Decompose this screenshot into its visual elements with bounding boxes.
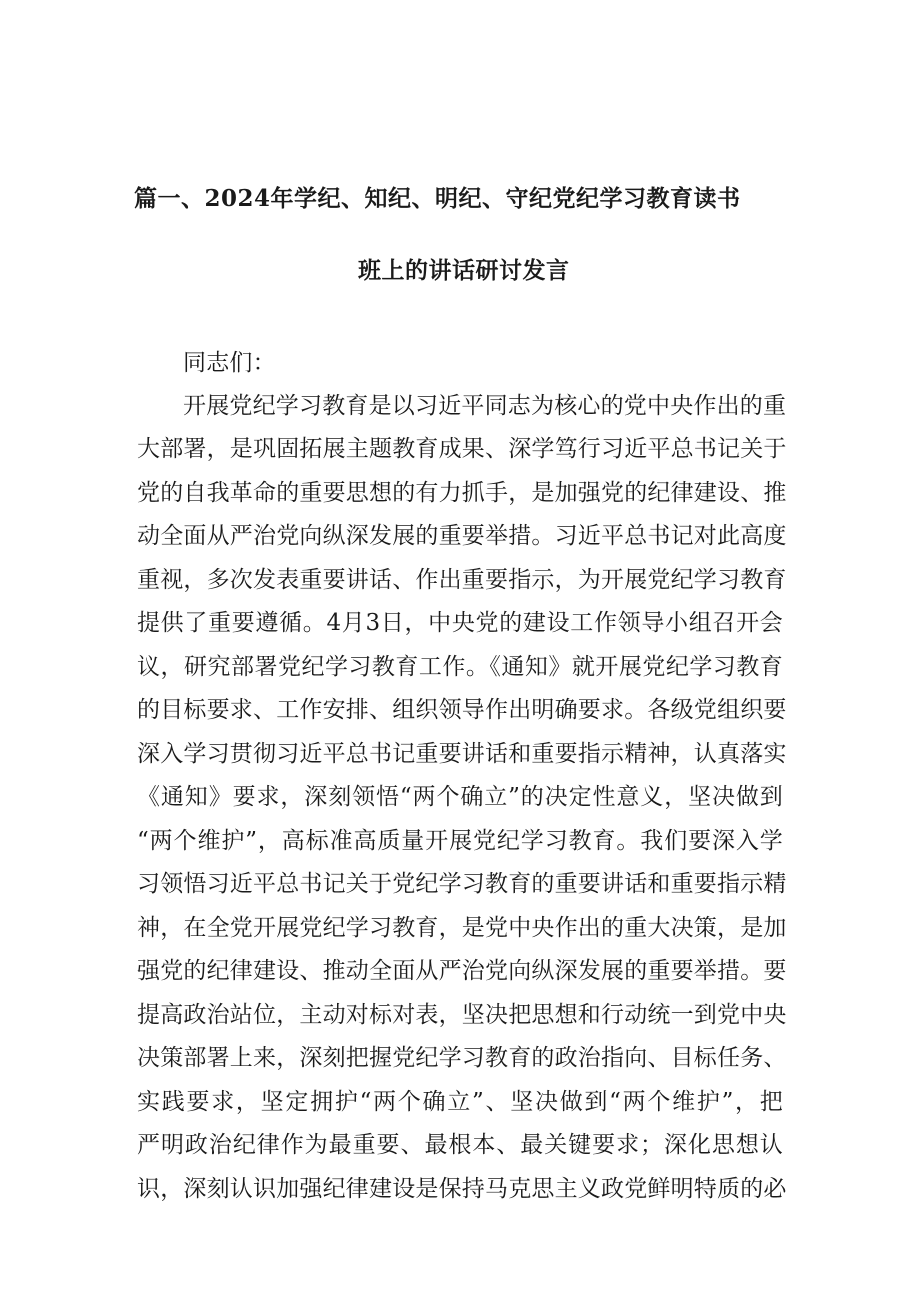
body-line: 的目标要求、工作安排、组织领导作出明确要求。各级党组织要 [137,697,787,723]
body-line: 决策部署上来，深刻把握党纪学习教育的政治指向、目标任务、 [137,1045,787,1071]
body-line: 动全面从严治党向纵深发展的重要举措。习近平总书记对此高度 [137,523,787,549]
body-line: 党的自我革命的重要思想的有力抓手，是加强党的纪律建设、推 [137,480,787,506]
body-line: 提高政治站位，主动对标对表，坚决把思想和行动统一到党中央 [137,1002,787,1028]
body-line: 大部署，是巩固拓展主题教育成果、深学笃行习近平总书记关于 [137,436,787,462]
body-line: 议，研究部署党纪学习教育工作。《通知》就开展党纪学习教育 [137,654,783,680]
body-line: 习领悟习近平总书记关于党纪学习教育的重要讲话和重要指示精 [137,871,787,897]
body-line: 开展党纪学习教育是以习近平同志为核心的党中央作出的重 [183,393,787,419]
body-line: 重视，多次发表重要讲话、作出重要指示，为开展党纪学习教育 [137,567,787,593]
body-line: 识，深刻认识加强纪律建设是保持马克思主义政党鲜明特质的必 [137,1176,787,1202]
document-title-line-1: 篇一、2024年学纪、知纪、明纪、守纪党纪学习教育读书 [134,185,741,212]
salutation: 同志们： [183,350,276,376]
body-line: 深入学习贯彻习近平总书记重要讲话和重要指示精神，认真落实 [137,741,787,767]
body-line: 提供了重要遵循。4月3日，中央党的建设工作领导小组召开会 [137,610,783,636]
body-line: 严明政治纪律作为最重要、最根本、最关键要求；深化思想认 [137,1132,783,1158]
document-title-line-2: 班上的讲话研讨发言 [358,257,570,284]
body-line: 强党的纪律建设、推动全面从严治党向纵深发展的重要举措。要 [137,958,787,984]
body-line: “两个维护”，高标准高质量开展党纪学习教育。我们要深入学 [137,828,783,854]
body-line: 《通知》要求，深刻领悟“两个确立”的决定性意义，坚决做到 [137,784,783,810]
body-line: 实践要求，坚定拥护“两个确立”、坚决做到“两个维护”，把 [137,1089,783,1115]
body-line: 神，在全党开展党纪学习教育，是党中央作出的重大决策，是加 [137,915,787,941]
